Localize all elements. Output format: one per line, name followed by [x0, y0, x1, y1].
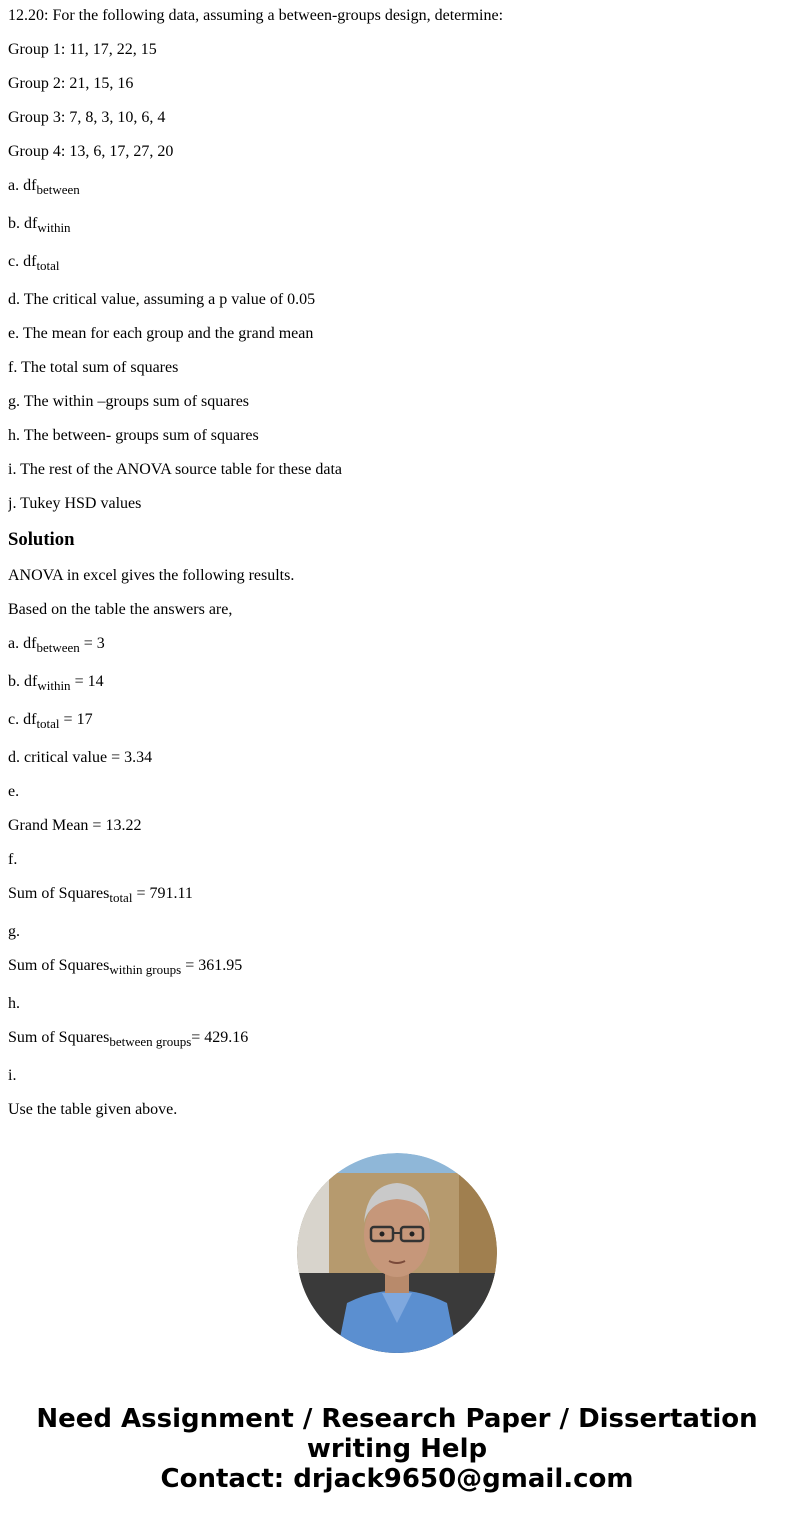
answer-i-label: i. — [8, 1067, 17, 1084]
group-1-data: Group 1: 11, 17, 22, 15 — [8, 41, 157, 58]
solution-heading: Solution — [8, 529, 75, 550]
question-f: f. The total sum of squares — [8, 359, 179, 376]
question-e: e. The mean for each group and the grand mean — [8, 325, 314, 342]
answer-d: d. critical value = 3.34 — [8, 749, 153, 766]
promo-line-1: Need Assignment / Research Paper / Dissertation — [36, 1404, 758, 1434]
question-a: a. $df_{between}$ — [8, 177, 80, 197]
question-d: d. The critical value, assuming a p value of 0.05 — [8, 291, 316, 308]
solution-basis: Based on the table the answers are, — [8, 601, 233, 618]
question-b: b. $df_{within}$ — [8, 215, 71, 235]
question-c: c. $df_{total}$ — [8, 253, 60, 273]
answer-f-label: f. — [8, 851, 18, 868]
question-i: i. The rest of the ANOVA source table for these data — [8, 461, 342, 478]
question-h: h. The between- groups sum of squares — [8, 427, 259, 444]
question-j: j. Tukey HSD values — [8, 495, 142, 512]
answer-h-label: h. — [8, 995, 20, 1012]
promo-banner — [0, 1404, 794, 1494]
group-2-data: Group 2: 21, 15, 16 — [8, 75, 134, 92]
answer-g: Sum of Squares$_{within groups}$ = 361.95 — [8, 957, 243, 977]
answer-g-label: g. — [8, 923, 20, 940]
author-avatar — [297, 1153, 497, 1353]
solution-intro: ANOVA in excel gives the following results. — [8, 567, 295, 584]
group-3-data: Group 3: 7, 8, 3, 10, 6, 4 — [8, 109, 166, 126]
group-4-data: Group 4: 13, 6, 17, 27, 20 — [8, 143, 174, 160]
answer-b: b. $df_{within} = 14$ — [8, 673, 104, 693]
answer-h: Sum of Squares$_{between groups}$= 429.16 — [8, 1029, 249, 1049]
answer-a: a. $df_{between} = 3$ — [8, 635, 105, 655]
grand-mean: Grand Mean = 13.22 — [8, 817, 142, 834]
answer-c: c. $df_{total} = 17$ — [8, 711, 93, 731]
promo-contact: Contact: drjack9650@gmail.com — [160, 1464, 634, 1494]
document-content — [8, 0, 786, 1125]
promo-line-2: writing Help — [306, 1434, 488, 1464]
question-g: g. The within –groups sum of squares — [8, 393, 250, 410]
answer-i: Use the table given above. — [8, 1101, 178, 1118]
answer-e-label: e. — [8, 783, 20, 800]
author-photo — [297, 1153, 497, 1353]
answer-f: Sum of Squares$_{total}$ = 791.11 — [8, 885, 193, 905]
question-intro: 12.20: For the following data, assuming a between-groups design, determine: — [8, 7, 504, 24]
